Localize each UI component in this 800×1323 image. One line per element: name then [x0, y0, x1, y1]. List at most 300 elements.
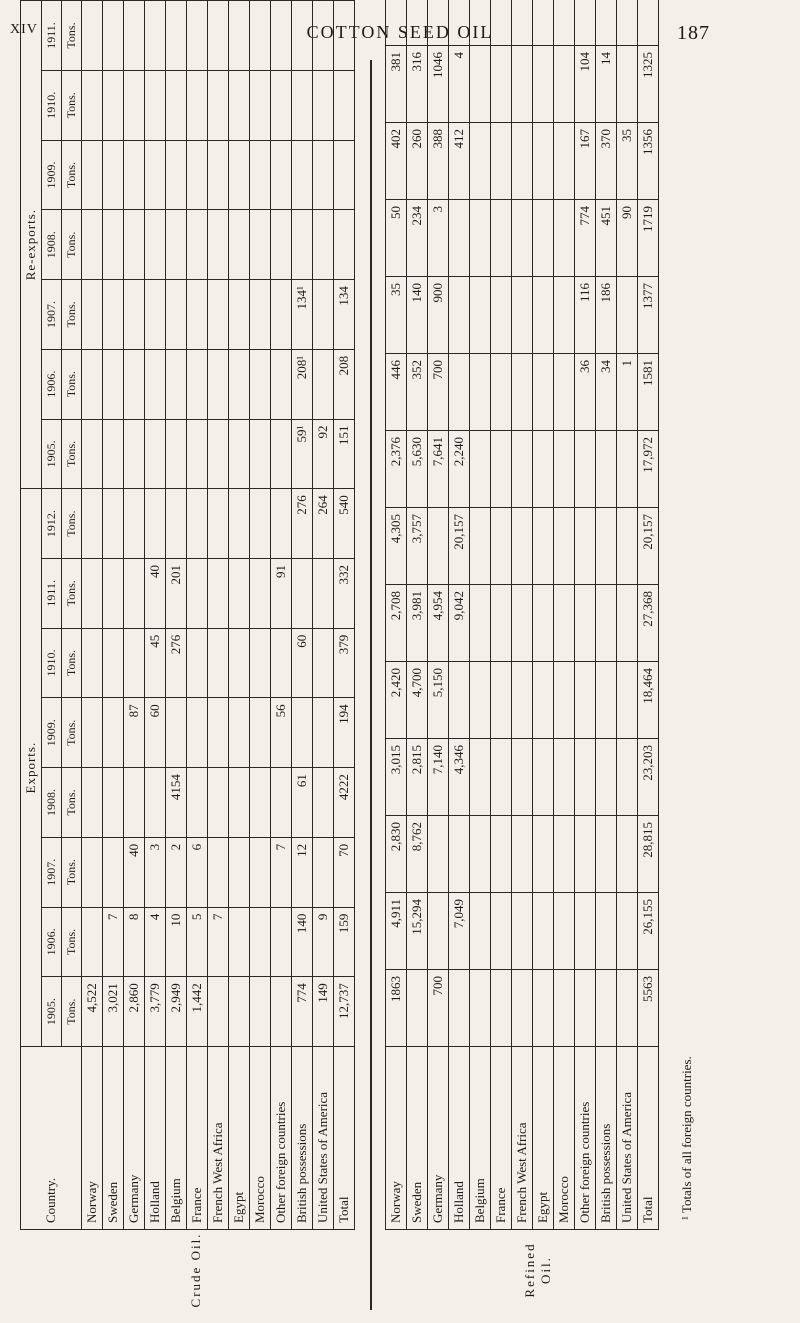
export-value [449, 816, 470, 893]
reexport-value [292, 70, 313, 140]
reexport-value [386, 0, 407, 46]
reexport-value [124, 140, 145, 210]
reexport-value [103, 280, 124, 350]
export-value [533, 893, 554, 970]
export-value: 6 [187, 837, 208, 907]
export-value: 4,954 [428, 585, 449, 662]
export-value [533, 662, 554, 739]
refined-oil-section-label: Refined Oil. [522, 1242, 553, 1298]
export-value [124, 628, 145, 698]
export-value: 2,815 [407, 739, 428, 816]
country-name: Sweden [407, 1047, 428, 1230]
export-value [533, 816, 554, 893]
export-value [617, 739, 638, 816]
export-value [596, 739, 617, 816]
export-value [313, 837, 334, 907]
reexport-value [292, 140, 313, 210]
total-label: Total [334, 1047, 355, 1230]
export-value [187, 768, 208, 838]
reexport-value [533, 0, 554, 46]
reexport-value [292, 210, 313, 280]
export-value [575, 970, 596, 1047]
footnote: ¹ Totals of all foreign countries. [679, 1056, 694, 1220]
reexport-value [166, 419, 187, 489]
export-value: 61 [292, 768, 313, 838]
export-value [575, 739, 596, 816]
section-divider [370, 60, 372, 1310]
refined-oil-table [385, 0, 659, 1230]
export-value [208, 768, 229, 838]
table-row [124, 1, 145, 1230]
country-name: France [187, 1047, 208, 1230]
export-total: 17,972 [638, 431, 659, 508]
export-value [187, 698, 208, 768]
export-value: 4,700 [407, 662, 428, 739]
export-total: 20,157 [638, 508, 659, 585]
reexport-value [145, 280, 166, 350]
export-value [229, 977, 250, 1047]
export-value [292, 698, 313, 768]
reexport-value [103, 140, 124, 210]
reexport-value [313, 210, 334, 280]
country-name: Holland [449, 1047, 470, 1230]
export-value [82, 628, 103, 698]
export-value [554, 970, 575, 1047]
export-value [124, 558, 145, 628]
export-value [470, 893, 491, 970]
reexport-value [103, 70, 124, 140]
export-value: 60 [292, 628, 313, 698]
reexport-value: 140 [407, 277, 428, 354]
header-row-years [42, 1, 62, 1230]
year-header: 1908. [42, 210, 62, 280]
export-value: 4,305 [386, 508, 407, 585]
export-value [533, 739, 554, 816]
year-header: 1911. [42, 1, 62, 71]
reexport-value [187, 210, 208, 280]
reexport-value [449, 354, 470, 431]
reexport-value [187, 280, 208, 350]
export-value [617, 970, 638, 1047]
reexport-value: 700 [428, 354, 449, 431]
reexport-value [229, 419, 250, 489]
table-row [386, 0, 407, 1230]
table-row [575, 0, 596, 1230]
reexport-value: 381 [386, 46, 407, 123]
reexport-value: 92 [313, 419, 334, 489]
export-value [617, 431, 638, 508]
export-value: 2,949 [166, 977, 187, 1047]
export-value: 3,021 [103, 977, 124, 1047]
unit-header: Tons. [62, 280, 82, 350]
export-value: 10 [166, 907, 187, 977]
export-value [491, 739, 512, 816]
reexport-value [533, 354, 554, 431]
export-value: 7,049 [449, 893, 470, 970]
reexport-value [250, 419, 271, 489]
reexport-value [250, 210, 271, 280]
reexport-value [313, 70, 334, 140]
export-value [554, 431, 575, 508]
export-value [491, 431, 512, 508]
page-folio: XIV [10, 22, 38, 37]
export-value: 40 [124, 837, 145, 907]
export-value [491, 816, 512, 893]
export-value [145, 489, 166, 559]
year-header: 1906. [42, 349, 62, 419]
country-name: Other foreign countries [271, 1047, 292, 1230]
reexport-total: 134 [334, 280, 355, 350]
reexport-value [554, 0, 575, 46]
reexport-value [596, 0, 617, 46]
reexport-value [208, 140, 229, 210]
reexport-value [271, 419, 292, 489]
reexport-value [271, 349, 292, 419]
export-total: 540 [334, 489, 355, 559]
reexport-value [82, 70, 103, 140]
export-value [208, 977, 229, 1047]
reexports-group-header: Re-exports. [21, 1, 42, 489]
export-value: 40 [145, 558, 166, 628]
running-title: COTTON SEED OIL [306, 22, 494, 42]
reexport-value [512, 0, 533, 46]
export-value [229, 837, 250, 907]
reexport-value: 35 [386, 277, 407, 354]
country-name: United States of America [313, 1047, 334, 1230]
country-name: British possessions [292, 1047, 313, 1230]
year-header: 1912. [42, 489, 62, 559]
unit-header: Tons. [62, 768, 82, 838]
export-value [512, 893, 533, 970]
export-value: 3 [145, 837, 166, 907]
reexport-value [187, 140, 208, 210]
country-name: British possessions [596, 1047, 617, 1230]
reexport-value [250, 140, 271, 210]
export-value [103, 489, 124, 559]
export-value [533, 585, 554, 662]
reexport-value [166, 280, 187, 350]
export-value [292, 558, 313, 628]
export-value [82, 768, 103, 838]
export-value [82, 489, 103, 559]
export-value [208, 558, 229, 628]
export-value [554, 739, 575, 816]
year-header: 1905. [42, 977, 62, 1047]
export-value [554, 816, 575, 893]
export-total: 194 [334, 698, 355, 768]
reexport-value: 1046 [428, 46, 449, 123]
reexport-value [617, 46, 638, 123]
export-value: 700 [428, 970, 449, 1047]
reexport-value [208, 419, 229, 489]
reexport-value [208, 210, 229, 280]
export-value [512, 816, 533, 893]
export-value [512, 508, 533, 585]
reexport-value [229, 349, 250, 419]
crude-oil-section-label: Crude Oil. [187, 1232, 203, 1308]
reexport-value [229, 280, 250, 350]
reexport-value [103, 349, 124, 419]
export-value [229, 768, 250, 838]
reexport-value [491, 277, 512, 354]
table-row [617, 0, 638, 1230]
reexport-value [470, 354, 491, 431]
reexport-value: 4 [449, 46, 470, 123]
export-value [575, 893, 596, 970]
reexport-value [470, 123, 491, 200]
reexport-value [617, 277, 638, 354]
country-name: Morocco [554, 1047, 575, 1230]
reexport-total: 151 [334, 419, 355, 489]
year-header: 1910. [42, 628, 62, 698]
export-value: 2,420 [386, 662, 407, 739]
header-row-groups [21, 1, 42, 1230]
reexport-value [491, 0, 512, 46]
reexport-value [145, 349, 166, 419]
export-value: 91 [271, 558, 292, 628]
export-value [491, 893, 512, 970]
unit-header: Tons. [62, 628, 82, 698]
export-value [491, 662, 512, 739]
export-value [449, 970, 470, 1047]
crude-oil-table [20, 0, 355, 1230]
export-value [250, 558, 271, 628]
export-value [407, 970, 428, 1047]
export-value: 2,860 [124, 977, 145, 1047]
reexport-value [103, 419, 124, 489]
reexport-value [554, 123, 575, 200]
export-value [470, 739, 491, 816]
export-value [250, 977, 271, 1047]
export-total: 4222 [334, 768, 355, 838]
export-value [250, 768, 271, 838]
reexport-total: 1356 [638, 123, 659, 200]
reexport-value [250, 70, 271, 140]
export-value: 201 [166, 558, 187, 628]
export-value: 9,042 [449, 585, 470, 662]
reexport-value [250, 1, 271, 71]
export-value: 8,762 [407, 816, 428, 893]
country-name: Egypt [533, 1047, 554, 1230]
reexport-value [271, 70, 292, 140]
export-value: 7 [271, 837, 292, 907]
reexport-value: 260 [407, 123, 428, 200]
export-value [82, 907, 103, 977]
export-value: 4,522 [82, 977, 103, 1047]
export-value: 7,641 [428, 431, 449, 508]
table-row [145, 1, 166, 1230]
year-header: 1909. [42, 140, 62, 210]
export-value [166, 698, 187, 768]
total-row [334, 1, 355, 1230]
table-row [512, 0, 533, 1230]
reexport-value [250, 349, 271, 419]
reexport-value: 14 [596, 46, 617, 123]
table-row [208, 1, 229, 1230]
reexport-value: 116 [575, 277, 596, 354]
reexport-value [271, 140, 292, 210]
reexport-value [103, 210, 124, 280]
reexport-value [512, 46, 533, 123]
reexport-value: 370 [596, 123, 617, 200]
table-row [596, 0, 617, 1230]
reexport-value: 316 [407, 46, 428, 123]
reexport-value [407, 0, 428, 46]
export-value [229, 558, 250, 628]
reexport-value [554, 354, 575, 431]
export-value [491, 970, 512, 1047]
reexport-value [533, 123, 554, 200]
export-value [596, 970, 617, 1047]
year-header: 1911. [42, 558, 62, 628]
export-value [82, 837, 103, 907]
reexport-value [82, 280, 103, 350]
export-value [596, 816, 617, 893]
reexport-value [208, 349, 229, 419]
export-value: 2 [166, 837, 187, 907]
country-name: Holland [145, 1047, 166, 1230]
reexport-total: 1325 [638, 46, 659, 123]
export-value: 4,346 [449, 739, 470, 816]
export-value [271, 977, 292, 1047]
reexport-value: 134¹ [292, 280, 313, 350]
year-header: 1905. [42, 419, 62, 489]
year-header: 1908. [42, 768, 62, 838]
export-value [250, 837, 271, 907]
export-value [596, 662, 617, 739]
export-value: 774 [292, 977, 313, 1047]
export-value [575, 816, 596, 893]
export-value [575, 662, 596, 739]
export-value [617, 662, 638, 739]
export-value [617, 893, 638, 970]
unit-header: Tons. [62, 349, 82, 419]
reexport-value [533, 46, 554, 123]
export-value: 2,708 [386, 585, 407, 662]
export-value [208, 837, 229, 907]
export-value [470, 816, 491, 893]
country-name: France [491, 1047, 512, 1230]
export-value [554, 662, 575, 739]
table-row [470, 0, 491, 1230]
reexport-value: 388 [428, 123, 449, 200]
export-total: 26,155 [638, 893, 659, 970]
export-value [229, 489, 250, 559]
export-value [470, 431, 491, 508]
country-name: Other foreign countries [575, 1047, 596, 1230]
table-row [407, 0, 428, 1230]
reexport-value: 352 [407, 354, 428, 431]
reexport-value: 1 [617, 354, 638, 431]
export-value: 87 [124, 698, 145, 768]
country-name: Norway [386, 1047, 407, 1230]
reexport-value [103, 1, 124, 71]
export-value [208, 628, 229, 698]
export-value: 60 [145, 698, 166, 768]
table-row [229, 1, 250, 1230]
export-value: 264 [313, 489, 334, 559]
reexport-value [533, 277, 554, 354]
export-value: 2,376 [386, 431, 407, 508]
export-value [229, 907, 250, 977]
export-value [512, 970, 533, 1047]
export-value [428, 508, 449, 585]
export-value: 5,630 [407, 431, 428, 508]
table-row [554, 0, 575, 1230]
export-value [250, 628, 271, 698]
country-name: United States of America [617, 1047, 638, 1230]
export-value: 5,150 [428, 662, 449, 739]
reexport-value: 50 [386, 200, 407, 277]
unit-header: Tons. [62, 907, 82, 977]
export-value [250, 698, 271, 768]
header-row-units [62, 1, 82, 1230]
export-value [596, 585, 617, 662]
export-value: 149 [313, 977, 334, 1047]
unit-header: Tons. [62, 837, 82, 907]
reexport-value: 900 [428, 277, 449, 354]
export-value: 2,240 [449, 431, 470, 508]
export-value [596, 431, 617, 508]
reexport-value [271, 1, 292, 71]
export-value [596, 508, 617, 585]
reexport-value [554, 46, 575, 123]
reexport-value [187, 419, 208, 489]
country-name: Belgium [470, 1047, 491, 1230]
exports-group-header: Exports. [21, 489, 42, 1047]
table-row [428, 0, 449, 1230]
unit-header: Tons. [62, 210, 82, 280]
export-total: 28,815 [638, 816, 659, 893]
reexport-value [229, 140, 250, 210]
reexport-value [470, 200, 491, 277]
export-value [271, 907, 292, 977]
reexport-value [491, 200, 512, 277]
unit-header: Tons. [62, 489, 82, 559]
export-value [533, 508, 554, 585]
reexport-value [491, 46, 512, 123]
unit-header: Tons. [62, 419, 82, 489]
export-value [250, 907, 271, 977]
table-row [313, 1, 334, 1230]
export-value [271, 489, 292, 559]
reexport-value [512, 123, 533, 200]
export-value [533, 970, 554, 1047]
export-value [229, 628, 250, 698]
export-value: 45 [145, 628, 166, 698]
reexport-value [491, 354, 512, 431]
reexport-value [124, 1, 145, 71]
export-value [313, 558, 334, 628]
country-name: Germany [428, 1047, 449, 1230]
reexport-value: 59¹ [292, 419, 313, 489]
reexport-value [229, 1, 250, 71]
export-value: 8 [124, 907, 145, 977]
export-value [82, 558, 103, 628]
export-value: 12 [292, 837, 313, 907]
table-row [292, 1, 313, 1230]
year-header: 1910. [42, 70, 62, 140]
export-value [449, 662, 470, 739]
export-total: 27,368 [638, 585, 659, 662]
reexport-total: 1719 [638, 200, 659, 277]
reexport-value [449, 277, 470, 354]
export-value [554, 585, 575, 662]
export-value [124, 768, 145, 838]
reexport-value [145, 1, 166, 71]
export-value [491, 508, 512, 585]
reexport-value [313, 140, 334, 210]
